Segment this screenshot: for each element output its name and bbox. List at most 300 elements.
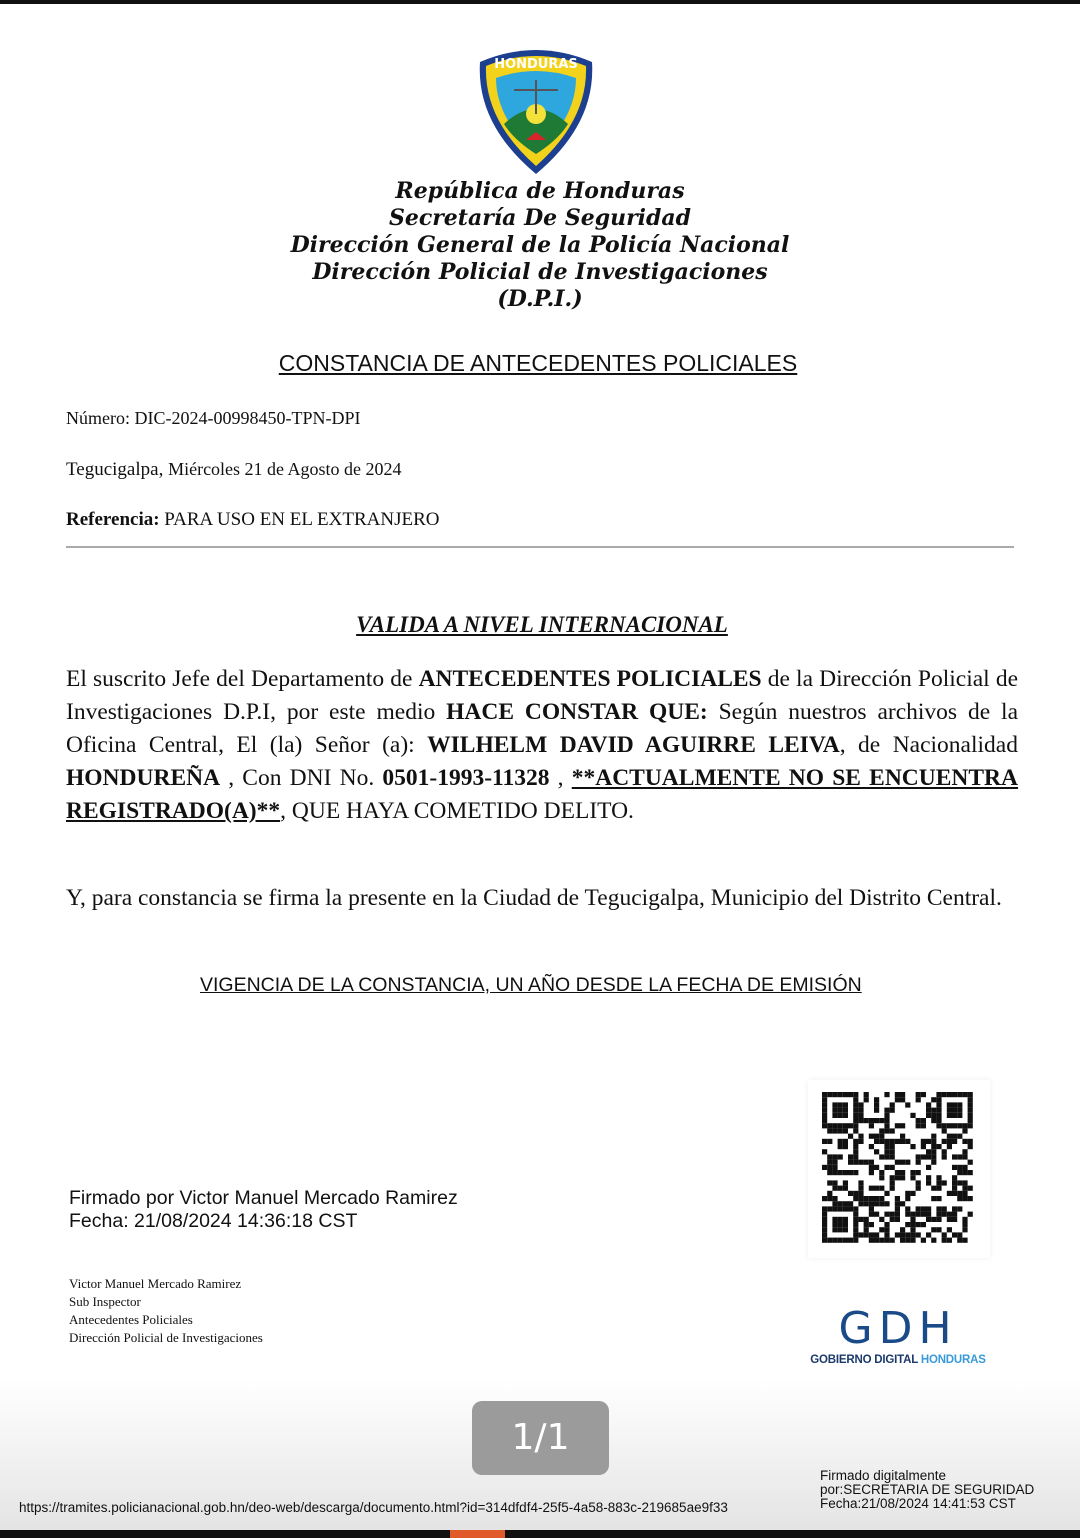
- qr-module: [890, 1128, 895, 1133]
- qr-module: [832, 1123, 837, 1128]
- qr-module: [874, 1102, 879, 1107]
- qr-module: [848, 1160, 853, 1165]
- qr-module: [931, 1227, 936, 1232]
- qr-module: [832, 1160, 837, 1165]
- qr-module: [838, 1222, 843, 1227]
- qr-module: [879, 1201, 884, 1206]
- qr-module: [890, 1180, 895, 1185]
- qr-module: [838, 1123, 843, 1128]
- qr-module: [931, 1113, 936, 1118]
- qr-module: [890, 1149, 895, 1154]
- qr-module: [947, 1123, 952, 1128]
- qr-module: [942, 1092, 947, 1097]
- qr-module: [952, 1232, 957, 1237]
- qr-module: [890, 1212, 895, 1217]
- qr-module: [853, 1139, 858, 1144]
- qr-module: [853, 1113, 858, 1118]
- qr-module: [968, 1170, 973, 1175]
- qr-module: [952, 1113, 957, 1118]
- qr-module: [931, 1160, 936, 1165]
- qr-module: [952, 1175, 957, 1180]
- qr-module: [952, 1186, 957, 1191]
- qr-module: [910, 1212, 915, 1217]
- qr-module: [962, 1165, 967, 1170]
- qr-module: [884, 1092, 889, 1097]
- qr-module: [843, 1092, 848, 1097]
- qr-module: [827, 1196, 832, 1201]
- qr-module: [848, 1201, 853, 1206]
- qr-module: [838, 1217, 843, 1222]
- qr-module: [864, 1118, 869, 1123]
- digital-sign-line: por:SECRETARIA DE SEGURIDAD: [820, 1482, 1035, 1497]
- qr-module: [848, 1170, 853, 1175]
- qr-module: [895, 1196, 900, 1201]
- qr-module: [822, 1118, 827, 1123]
- qr-module: [952, 1217, 957, 1222]
- qr-module: [952, 1191, 957, 1196]
- qr-module: [936, 1212, 941, 1217]
- qr-module: [843, 1227, 848, 1232]
- header-line-2: Secretaría De Seguridad: [388, 205, 692, 231]
- qr-module: [884, 1238, 889, 1243]
- qr-module: [843, 1108, 848, 1113]
- qr-module: [926, 1212, 931, 1217]
- qr-module: [832, 1217, 837, 1222]
- qr-module: [848, 1092, 853, 1097]
- qr-module: [890, 1217, 895, 1222]
- qr-module: [931, 1097, 936, 1102]
- qr-module: [905, 1196, 910, 1201]
- nationality: HONDUREÑA: [66, 765, 221, 791]
- certifies-text: HACE CONSTAR QUE:: [446, 699, 708, 725]
- qr-module: [853, 1160, 858, 1165]
- qr-module: [843, 1123, 848, 1128]
- qr-module: [858, 1102, 863, 1107]
- validity-heading: VALIDA A NIVEL INTERNACIONAL: [356, 612, 728, 637]
- qr-module: [957, 1092, 962, 1097]
- qr-module: [962, 1149, 967, 1154]
- qr-module: [832, 1222, 837, 1227]
- qr-module: [848, 1123, 853, 1128]
- qr-module: [822, 1206, 827, 1211]
- qr-module: [822, 1097, 827, 1102]
- number-label: Número:: [66, 408, 130, 428]
- qr-module: [947, 1238, 952, 1243]
- qr-module: [890, 1102, 895, 1107]
- body-text: ,: [549, 765, 572, 791]
- electronic-signature: [69, 1187, 458, 1233]
- qr-module: [838, 1227, 843, 1232]
- qr-module: [874, 1139, 879, 1144]
- qr-module: [858, 1113, 863, 1118]
- qr-code[interactable]: [808, 1080, 990, 1258]
- qr-module: [864, 1217, 869, 1222]
- qr-module: [942, 1206, 947, 1211]
- qr-module: [874, 1165, 879, 1170]
- qr-module: [905, 1238, 910, 1243]
- qr-module: [843, 1170, 848, 1175]
- qr-module: [957, 1102, 962, 1107]
- qr-module: [843, 1238, 848, 1243]
- qr-module: [884, 1113, 889, 1118]
- qr-module: [879, 1154, 884, 1159]
- qr-module: [931, 1118, 936, 1123]
- qr-module: [926, 1154, 931, 1159]
- qr-module: [916, 1092, 921, 1097]
- qr-module: [822, 1149, 827, 1154]
- qr-module: [827, 1180, 832, 1185]
- qr-module: [942, 1128, 947, 1133]
- reference-label: Referencia:: [66, 509, 160, 530]
- qr-module: [822, 1165, 827, 1170]
- qr-module: [962, 1123, 967, 1128]
- qr-module: [832, 1201, 837, 1206]
- qr-module: [869, 1222, 874, 1227]
- qr-module: [947, 1134, 952, 1139]
- qr-module: [947, 1108, 952, 1113]
- qr-module: [952, 1165, 957, 1170]
- top-bar: [0, 0, 1080, 4]
- qr-module: [957, 1134, 962, 1139]
- qr-module: [968, 1092, 973, 1097]
- qr-module: [853, 1232, 858, 1237]
- qr-module: [905, 1232, 910, 1237]
- qr-module: [832, 1227, 837, 1232]
- qr-module: [884, 1201, 889, 1206]
- qr-module: [921, 1212, 926, 1217]
- qr-module: [952, 1206, 957, 1211]
- qr-module: [957, 1238, 962, 1243]
- qr-module: [921, 1154, 926, 1159]
- qr-module: [874, 1108, 879, 1113]
- qr-module: [848, 1154, 853, 1159]
- qr-module: [879, 1227, 884, 1232]
- qr-module: [858, 1139, 863, 1144]
- qr-module: [895, 1170, 900, 1175]
- qr-module: [962, 1227, 967, 1232]
- qr-module: [869, 1123, 874, 1128]
- qr-module: [869, 1165, 874, 1170]
- qr-module: [853, 1206, 858, 1211]
- signer-block: [69, 1275, 263, 1347]
- qr-module: [869, 1196, 874, 1201]
- qr-module: [952, 1154, 957, 1159]
- qr-module: [874, 1212, 879, 1217]
- qr-module: [853, 1123, 858, 1128]
- qr-module: [822, 1227, 827, 1232]
- department-name: ANTECEDENTES POLICIALES: [418, 666, 762, 692]
- qr-module: [968, 1196, 973, 1201]
- qr-module: [838, 1206, 843, 1211]
- qr-module: [957, 1196, 962, 1201]
- qr-module: [822, 1139, 827, 1144]
- qr-module: [890, 1108, 895, 1113]
- qr-module: [921, 1139, 926, 1144]
- qr-module: [832, 1102, 837, 1107]
- qr-module: [869, 1238, 874, 1243]
- qr-module: [843, 1128, 848, 1133]
- qr-module: [890, 1154, 895, 1159]
- qr-module: [910, 1175, 915, 1180]
- qr-module: [853, 1144, 858, 1149]
- qr-module: [968, 1097, 973, 1102]
- qr-module: [858, 1108, 863, 1113]
- qr-module: [822, 1217, 827, 1222]
- qr-module: [843, 1139, 848, 1144]
- qr-module: [895, 1206, 900, 1211]
- gdh-logo-mark: GDH: [838, 1303, 958, 1354]
- qr-module: [952, 1180, 957, 1185]
- qr-module: [822, 1222, 827, 1227]
- qr-module: [957, 1123, 962, 1128]
- qr-module: [832, 1186, 837, 1191]
- qr-module: [962, 1238, 967, 1243]
- qr-module: [879, 1238, 884, 1243]
- qr-module: [936, 1092, 941, 1097]
- qr-module: [864, 1222, 869, 1227]
- signed-date: Fecha: 21/08/2024 14:36:18 CST: [69, 1210, 358, 1232]
- qr-module: [910, 1191, 915, 1196]
- qr-module: [916, 1206, 921, 1211]
- qr-module: [895, 1160, 900, 1165]
- qr-module: [890, 1165, 895, 1170]
- qr-module: [942, 1238, 947, 1243]
- qr-module: [848, 1191, 853, 1196]
- qr-module: [869, 1118, 874, 1123]
- qr-module: [931, 1134, 936, 1139]
- qr-module: [962, 1191, 967, 1196]
- qr-module: [942, 1212, 947, 1217]
- qr-module: [926, 1232, 931, 1237]
- qr-module: [942, 1154, 947, 1159]
- qr-module: [874, 1196, 879, 1201]
- qr-module: [838, 1113, 843, 1118]
- gdh-logo: [808, 1303, 988, 1366]
- qr-module: [838, 1108, 843, 1113]
- body-text: Según nuestros archivos de la Oficina Central, El (la) Señor (a):: [66, 699, 1018, 758]
- qr-module: [962, 1154, 967, 1159]
- qr-module: [827, 1191, 832, 1196]
- qr-module: [832, 1128, 837, 1133]
- document-url[interactable]: https://tramites.policianacional.gob.hn/deo-web/descarga/documento.html?id=314dfdf4-25f5-4a58-883c-219685ae9f33: [19, 1500, 728, 1515]
- qr-module: [952, 1108, 957, 1113]
- qr-module: [832, 1206, 837, 1211]
- qr-module: [874, 1201, 879, 1206]
- qr-module: [838, 1139, 843, 1144]
- qr-module: [879, 1139, 884, 1144]
- qr-module: [916, 1123, 921, 1128]
- header-line-1: República de Honduras: [395, 178, 685, 204]
- qr-module: [962, 1139, 967, 1144]
- qr-module: [858, 1180, 863, 1185]
- qr-module: [905, 1139, 910, 1144]
- qr-module: [936, 1108, 941, 1113]
- qr-module: [942, 1232, 947, 1237]
- qr-module: [905, 1102, 910, 1107]
- qr-module: [864, 1201, 869, 1206]
- qr-module: [942, 1139, 947, 1144]
- qr-module: [874, 1134, 879, 1139]
- qr-module: [832, 1154, 837, 1159]
- qr-module: [936, 1180, 941, 1185]
- qr-module: [869, 1186, 874, 1191]
- qr-module: [921, 1206, 926, 1211]
- qr-module: [853, 1170, 858, 1175]
- qr-module: [957, 1232, 962, 1237]
- qr-module: [864, 1097, 869, 1102]
- qr-module: [936, 1102, 941, 1107]
- qr-module: [838, 1186, 843, 1191]
- qr-module: [864, 1160, 869, 1165]
- qr-module: [926, 1149, 931, 1154]
- qr-module: [890, 1144, 895, 1149]
- qr-module: [957, 1206, 962, 1211]
- qr-module: [879, 1217, 884, 1222]
- qr-module: [822, 1102, 827, 1107]
- qr-module: [838, 1144, 843, 1149]
- qr-module: [858, 1118, 863, 1123]
- qr-module: [962, 1128, 967, 1133]
- qr-module: [926, 1180, 931, 1185]
- qr-module: [858, 1201, 863, 1206]
- qr-module: [822, 1238, 827, 1243]
- qr-module: [853, 1154, 858, 1159]
- dni-number: 0501-1993-11328: [382, 765, 550, 791]
- qr-module: [900, 1232, 905, 1237]
- qr-module: [936, 1097, 941, 1102]
- qr-module: [968, 1139, 973, 1144]
- qr-module: [874, 1238, 879, 1243]
- qr-module: [827, 1206, 832, 1211]
- qr-module: [962, 1222, 967, 1227]
- qr-module: [890, 1175, 895, 1180]
- qr-module: [957, 1113, 962, 1118]
- qr-module: [843, 1217, 848, 1222]
- gdh-logo-label: [808, 1354, 988, 1366]
- qr-module: [838, 1238, 843, 1243]
- divider: [66, 546, 1014, 548]
- qr-module: [947, 1092, 952, 1097]
- qr-module: [926, 1113, 931, 1118]
- qr-module: [874, 1149, 879, 1154]
- qr-module: [926, 1206, 931, 1211]
- qr-module: [916, 1186, 921, 1191]
- qr-module: [853, 1097, 858, 1102]
- header-line-4: Dirección Policial de Investigaciones: [312, 259, 768, 285]
- page-indicator: 1/1: [472, 1401, 609, 1475]
- qr-module: [827, 1139, 832, 1144]
- qr-module: [936, 1113, 941, 1118]
- qr-module: [916, 1232, 921, 1237]
- qr-module: [936, 1186, 941, 1191]
- qr-module: [822, 1113, 827, 1118]
- qr-module: [947, 1139, 952, 1144]
- qr-module: [843, 1222, 848, 1227]
- qr-module: [858, 1217, 863, 1222]
- qr-module: [848, 1134, 853, 1139]
- qr-module: [864, 1092, 869, 1097]
- qr-module: [884, 1139, 889, 1144]
- qr-module: [853, 1222, 858, 1227]
- qr-module: [921, 1144, 926, 1149]
- qr-module: [858, 1160, 863, 1165]
- qr-module: [900, 1238, 905, 1243]
- qr-module: [947, 1212, 952, 1217]
- qr-module: [936, 1175, 941, 1180]
- qr-module: [936, 1206, 941, 1211]
- qr-module: [905, 1191, 910, 1196]
- qr-module: [900, 1227, 905, 1232]
- qr-module: [832, 1108, 837, 1113]
- qr-module: [926, 1165, 931, 1170]
- body-text: , Con DNI No.: [220, 765, 383, 791]
- qr-module: [879, 1175, 884, 1180]
- qr-module: [916, 1170, 921, 1175]
- qr-module: [921, 1222, 926, 1227]
- qr-module: [936, 1144, 941, 1149]
- qr-module: [827, 1238, 832, 1243]
- qr-module: [832, 1113, 837, 1118]
- qr-module: [900, 1097, 905, 1102]
- qr-module: [931, 1217, 936, 1222]
- gdh-label-b: HONDURAS: [920, 1354, 986, 1366]
- qr-module: [957, 1191, 962, 1196]
- qr-module: [895, 1175, 900, 1180]
- qr-module: [884, 1232, 889, 1237]
- qr-module: [895, 1139, 900, 1144]
- qr-module: [916, 1097, 921, 1102]
- qr-module: [947, 1144, 952, 1149]
- qr-module: [936, 1118, 941, 1123]
- qr-module: [931, 1139, 936, 1144]
- qr-module: [900, 1134, 905, 1139]
- qr-module: [838, 1201, 843, 1206]
- qr-module: [900, 1092, 905, 1097]
- qr-module: [853, 1118, 858, 1123]
- qr-module: [957, 1165, 962, 1170]
- qr-module: [916, 1222, 921, 1227]
- signer-name: Victor Manuel Mercado Ramirez: [69, 1276, 242, 1291]
- qr-module: [916, 1160, 921, 1165]
- qr-module: [968, 1123, 973, 1128]
- qr-module: [832, 1165, 837, 1170]
- qr-module: [968, 1102, 973, 1107]
- gdh-label-a: GOBIERNO DIGITAL: [810, 1354, 921, 1366]
- qr-module: [926, 1108, 931, 1113]
- signed-by: Firmado por Victor Manuel Mercado Ramirez: [69, 1187, 458, 1209]
- svg-text:HONDURAS: HONDURAS: [494, 57, 578, 72]
- qr-module: [962, 1092, 967, 1097]
- qr-module: [957, 1180, 962, 1185]
- qr-module: [884, 1108, 889, 1113]
- qr-module: [827, 1165, 832, 1170]
- qr-module: [843, 1144, 848, 1149]
- qr-module: [822, 1196, 827, 1201]
- qr-module: [926, 1175, 931, 1180]
- header-line-3: Dirección General de la Policía Nacional: [290, 232, 790, 258]
- qr-module: [905, 1160, 910, 1165]
- qr-module: [832, 1092, 837, 1097]
- qr-module: [936, 1217, 941, 1222]
- qr-module: [921, 1123, 926, 1128]
- qr-module: [890, 1238, 895, 1243]
- digital-sign-line: Firmado digitalmente: [820, 1468, 947, 1483]
- qr-module: [853, 1149, 858, 1154]
- validity-note: VIGENCIA DE LA CONSTANCIA, UN AÑO DESDE LA FECHA DE EMISIÓN: [200, 974, 862, 996]
- qr-module: [968, 1212, 973, 1217]
- qr-module: [947, 1113, 952, 1118]
- qr-module: [869, 1206, 874, 1211]
